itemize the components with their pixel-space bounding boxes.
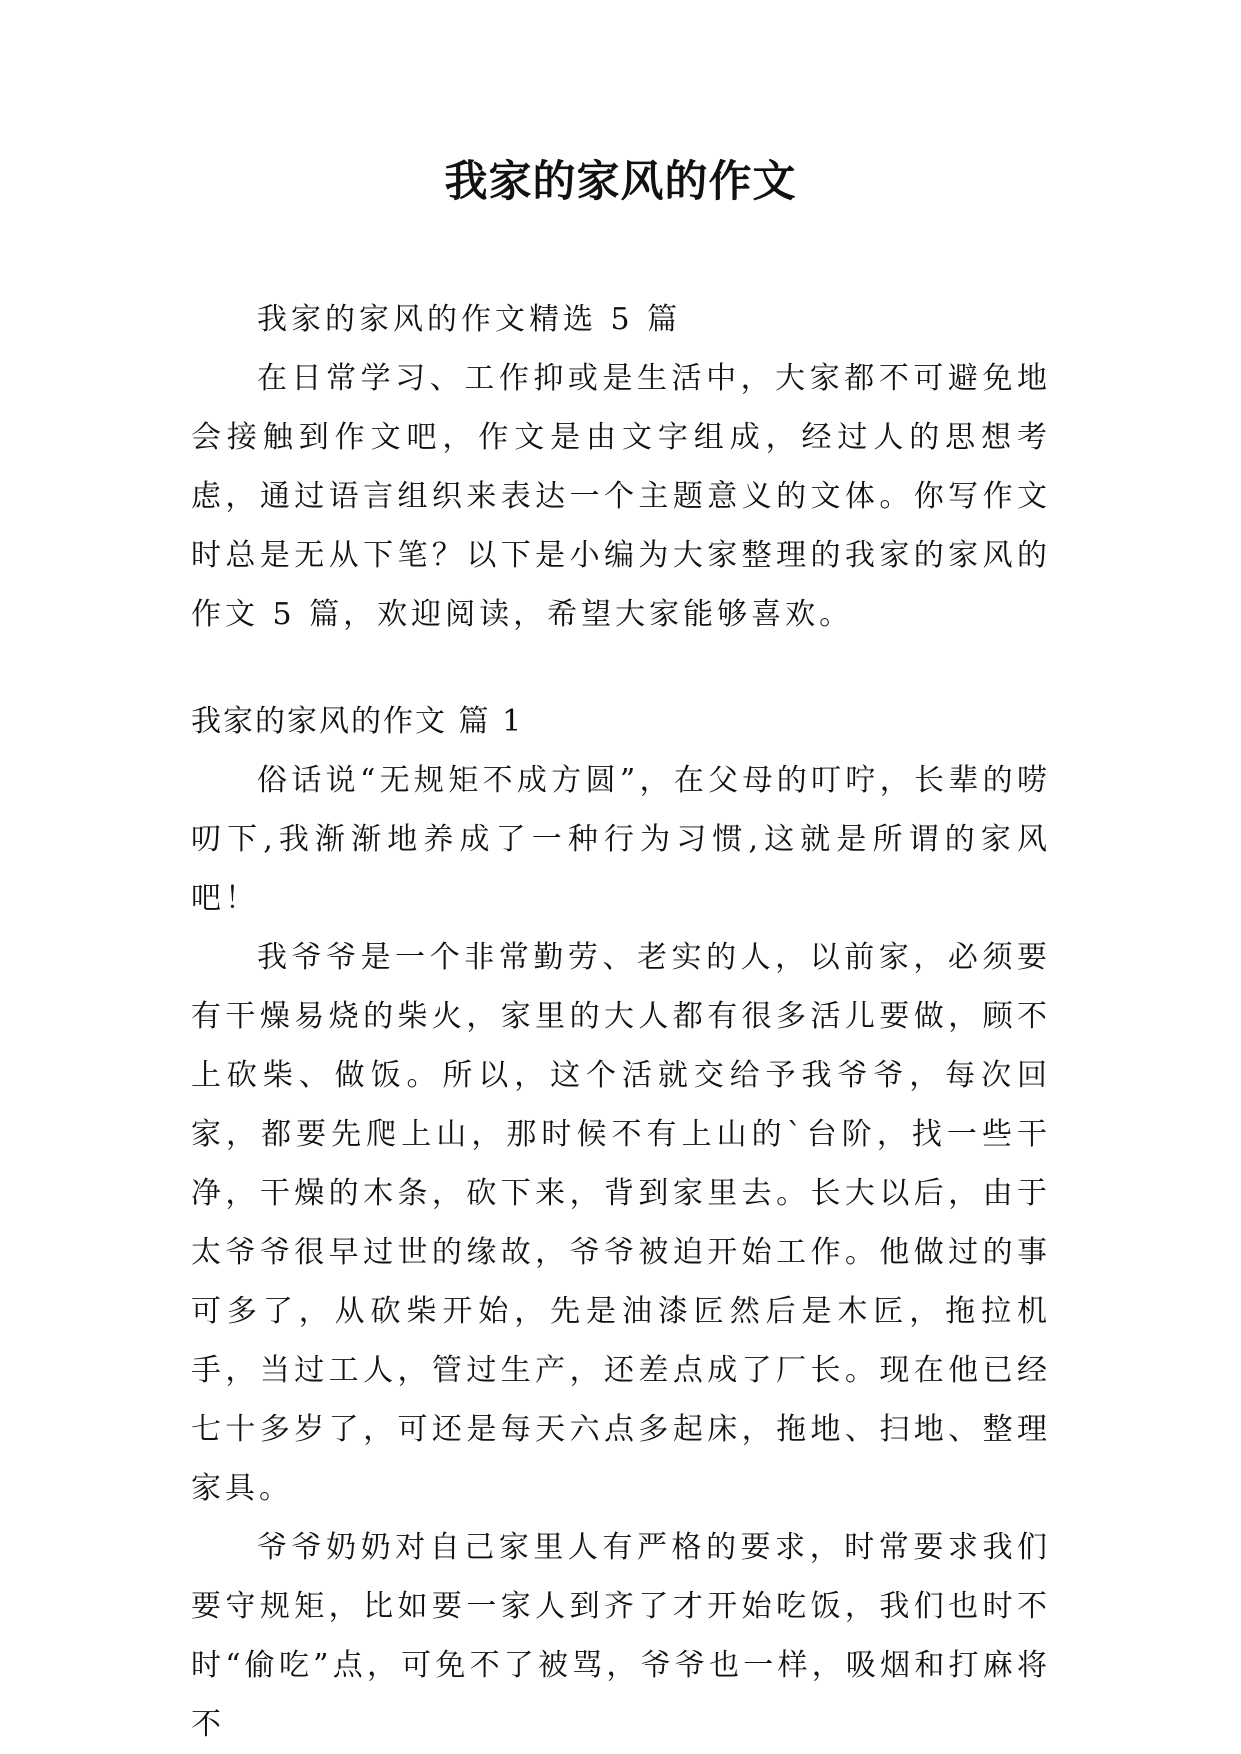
section-spacer: [191, 644, 1051, 692]
section-1-paragraph: 爷爷奶奶对自己家里人有严格的要求，时常要求我们要守规矩，比如要一家人到齐了才开始吃饭，我们也时不时“偷吃”点，可免不了被骂，爷爷也一样，吸烟和打麻将不: [191, 1530, 1051, 1742]
intro-paragraph: 在日常学习、工作抑或是生活中，大家都不可避免地会接触到作文吧，作文是由文字组成，经过人的思想考虑，通过语言组织来表达一个主题意义的文体。你写作文时总是无从下笔？以下是小编为大家整理的我家的家风的作文 5 篇，欢迎阅读，希望大家能够喜欢。: [191, 361, 1051, 632]
intro-heading: 我家的家风的作文精选 5 篇: [257, 302, 682, 337]
document-title: 我家的家风的作文: [444, 157, 797, 207]
section-1-heading: 我家的家风的作文 篇 1: [191, 704, 524, 739]
document-body: [191, 290, 1051, 1754]
section-1-paragraph: 我爷爷是一个非常勤劳、老实的人，以前家，必须要有干燥易烧的柴火，家里的大人都有很多活儿要做，顾不上砍柴、做饭。所以，这个活就交给予我爷爷，每次回家，都要先爬上山，那时候不有上山的`台阶，找一些干净，干燥的木条，砍下来，背到家里去。长大以后，由于太爷爷很早过世的缘故，爷爷被迫开始工作。他做过的事可多了，从砍柴开始，先是油漆匠然后是木匠，拖拉机手，当过工人，管过生产，还差点成了厂长。现在他已经七十多岁了，可还是每天六点多起床，拖地、扫地、整理家具。: [191, 940, 1051, 1506]
section-1-paragraph: 俗话说“无规矩不成方圆”，在父母的叮咛，长辈的唠叨下,我渐渐地养成了一种行为习惯,这就是所谓的家风吧！: [191, 763, 1051, 916]
